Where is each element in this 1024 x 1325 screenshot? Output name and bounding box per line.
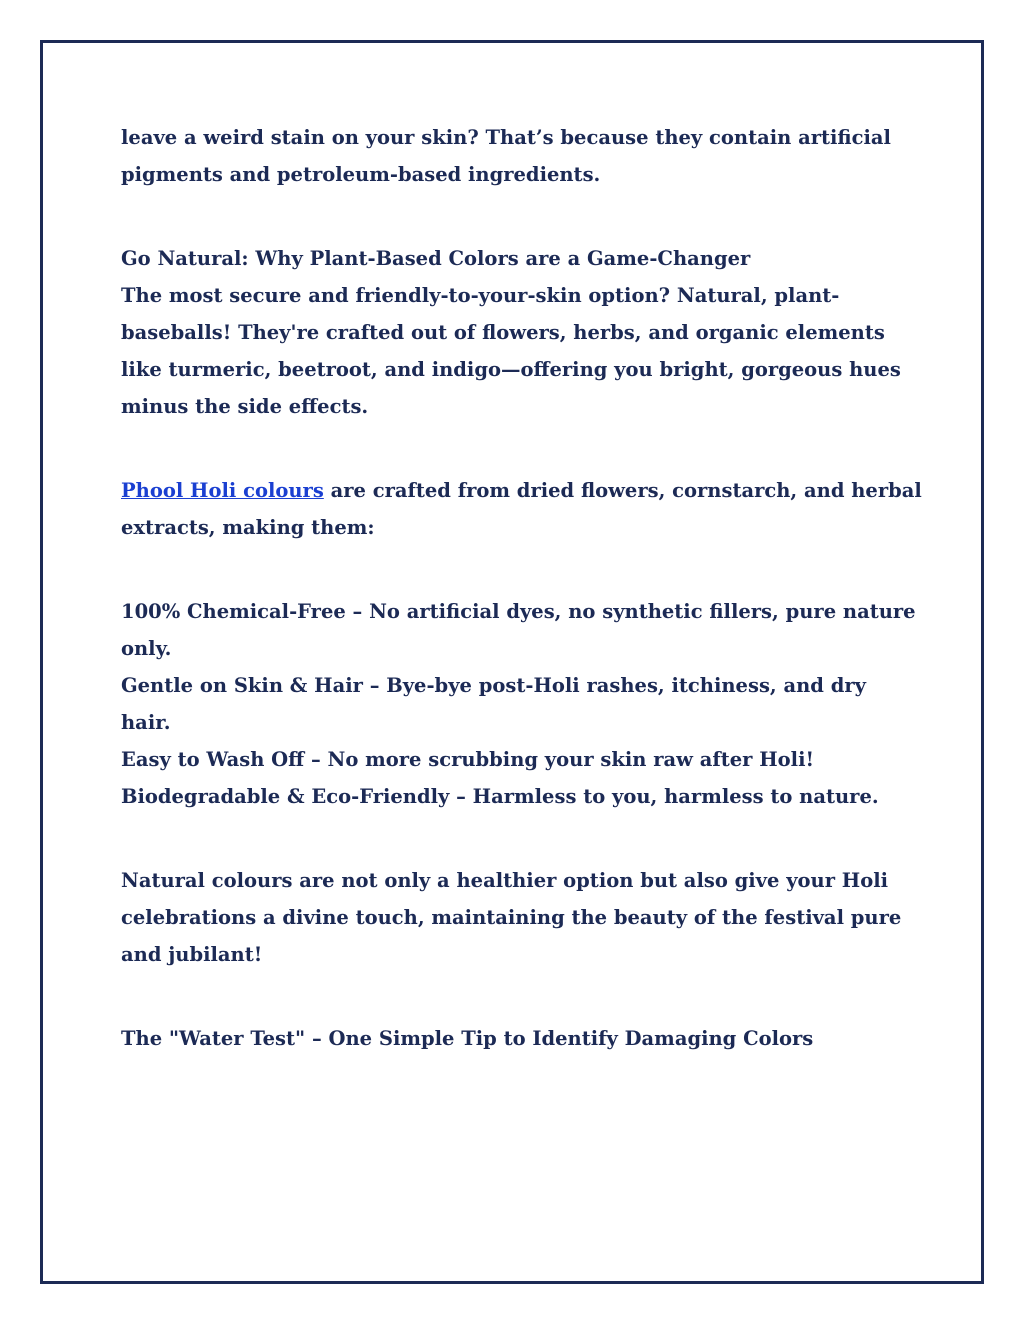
intro-line: leave a weird stain on your skin? That’s because they contain artificial — [121, 126, 891, 149]
closing-line: and jubilant! — [121, 943, 263, 966]
phool-paragraph — [121, 472, 922, 546]
spacer — [121, 193, 911, 240]
benefit-line: only. — [121, 637, 172, 660]
benefits-list — [121, 593, 916, 815]
natural-line: like turmeric, beetroot, and indigo—offering you bright, gorgeous hues — [121, 358, 901, 381]
spacer — [121, 815, 911, 862]
water-test-section — [121, 1020, 911, 1057]
spacer — [121, 546, 911, 593]
benefit-line: 100% Chemical-Free – No artificial dyes, no synthetic fillers, pure nature — [121, 600, 916, 623]
benefit-line: Biodegradable & Eco-Friendly – Harmless to you, harmless to nature. — [121, 785, 879, 808]
natural-line: baseballs! They're crafted out of flowers, herbs, and organic elements — [121, 321, 885, 344]
benefit-line: Easy to Wash Off – No more scrubbing your skin raw after Holi! — [121, 748, 815, 771]
closing-line: Natural colours are not only a healthier option but also give your Holi — [121, 869, 889, 892]
section-heading-natural: Go Natural: Why Plant-Based Colors are a Game-Changer — [121, 247, 751, 270]
spacer — [121, 425, 911, 472]
phool-line-text: are crafted from dried flowers, cornstarch, and herbal — [323, 479, 922, 502]
spacer — [121, 973, 911, 1020]
natural-line: The most secure and friendly-to-your-skin option? Natural, plant- — [121, 284, 840, 307]
closing-paragraph — [121, 862, 911, 973]
phool-holi-colours-link[interactable]: Phool Holi colours — [121, 479, 324, 502]
benefit-line: hair. — [121, 711, 171, 734]
document-body — [121, 119, 922, 1057]
phool-line: extracts, making them: — [121, 516, 375, 539]
intro-paragraph — [121, 119, 911, 193]
phool-line — [121, 472, 922, 509]
natural-line: minus the side effects. — [121, 395, 369, 418]
section-heading-water-test: The "Water Test" – One Simple Tip to Identify Damaging Colors — [121, 1027, 814, 1050]
intro-line: pigments and petroleum-based ingredients. — [121, 163, 601, 186]
natural-section — [121, 240, 911, 425]
benefit-line: Gentle on Skin & Hair – Bye-bye post-Holi rashes, itchiness, and dry — [121, 674, 866, 697]
closing-line: celebrations a divine touch, maintaining the beauty of the festival pure — [121, 906, 902, 929]
